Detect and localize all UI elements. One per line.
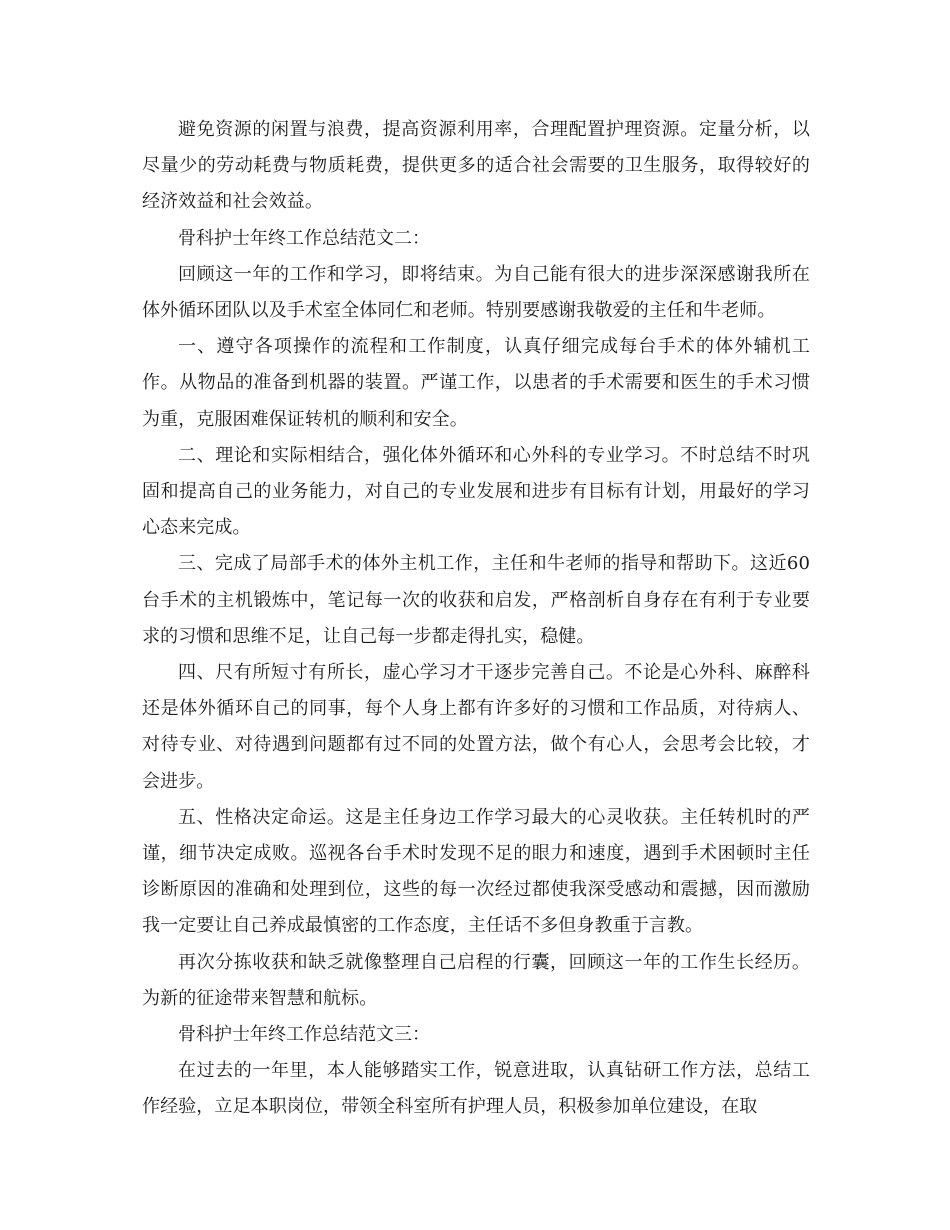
section-heading-sample-two: 骨科护士年终工作总结范文二： <box>178 227 430 249</box>
paragraph-point-one: 一、遵守各项操作的流程和工作制度，认真仔细完成每台手术的体外辅机工作。从物品的准备到机器的装置。严谨工作，以患者的手术需要和医生的手术习惯为重，克服困难保证转机的顺利和安全。 <box>142 336 810 430</box>
section-heading-sample-three: 骨科护士年终工作总结范文三： <box>178 1024 430 1046</box>
document-body <box>142 112 810 1126</box>
paragraph-resource-efficiency: 避免资源的闲置与浪费，提高资源利用率，合理配置护理资源。定量分析，以尽量少的劳动耗费与物质耗费，提供更多的适合社会需要的卫生服务，取得较好的经济效益和社会效益。 <box>142 119 810 213</box>
paragraph-point-three: 三、完成了局部手术的体外主机工作，主任和牛老师的指导和帮助下。这近60台手术的主机锻炼中，笔记每一次的收获和启发，严格剖析自身存在有利于专业要求的习惯和思维不足，让自己每一步都走得扎实，稳健。 <box>142 553 810 647</box>
paragraph-point-five: 五、性格决定命运。这是主任身边工作学习最大的心灵收获。主任转机时的严谨，细节决定成败。巡视各台手术时发现不足的眼力和速度，遇到手术困顿时主任诊断原因的准确和处理到位，这些的每一次经过都使我深受感动和震撼，因而激励我一定要让自己养成最慎密的工作态度，主任话不多但身教重于言教。 <box>142 806 810 937</box>
paragraph-point-four: 四、尺有所短寸有所长，虚心学习才干逐步完善自己。不论是心外科、麻醉科还是体外循环自己的同事，每个人身上都有许多好的习惯和工作品质，对待病人、对待专业、对待遇到问题都有过不同的处置方法，做个有心人，会思考会比较，才会进步。 <box>142 662 810 792</box>
paragraph-point-two: 二、理论和实际相结合，强化体外循环和心外科的专业学习。不时总结不时巩固和提高自己的业务能力，对自己的专业发展和进步有目标有计划，用最好的学习心态来完成。 <box>142 444 810 539</box>
paragraph-closing: 再次分拣收获和缺乏就像整理自己启程的行囊，回顾这一年的工作生长经历。为新的征途带来智慧和航标。 <box>142 951 810 1009</box>
paragraph-year-review: 回顾这一年的工作和学习，即将结束。为自己能有很大的进步深深感谢我所在体外循环团队以及手术室全体同仁和老师。特别要感谢我敬爱的主任和牛老师。 <box>142 263 810 322</box>
paragraph-sample-three-intro: 在过去的一年里，本人能够踏实工作，锐意进取，认真钻研工作方法，总结工作经验，立足本职岗位，带领全科室所有护理人员，积极参加单位建设，在取 <box>142 1060 810 1118</box>
